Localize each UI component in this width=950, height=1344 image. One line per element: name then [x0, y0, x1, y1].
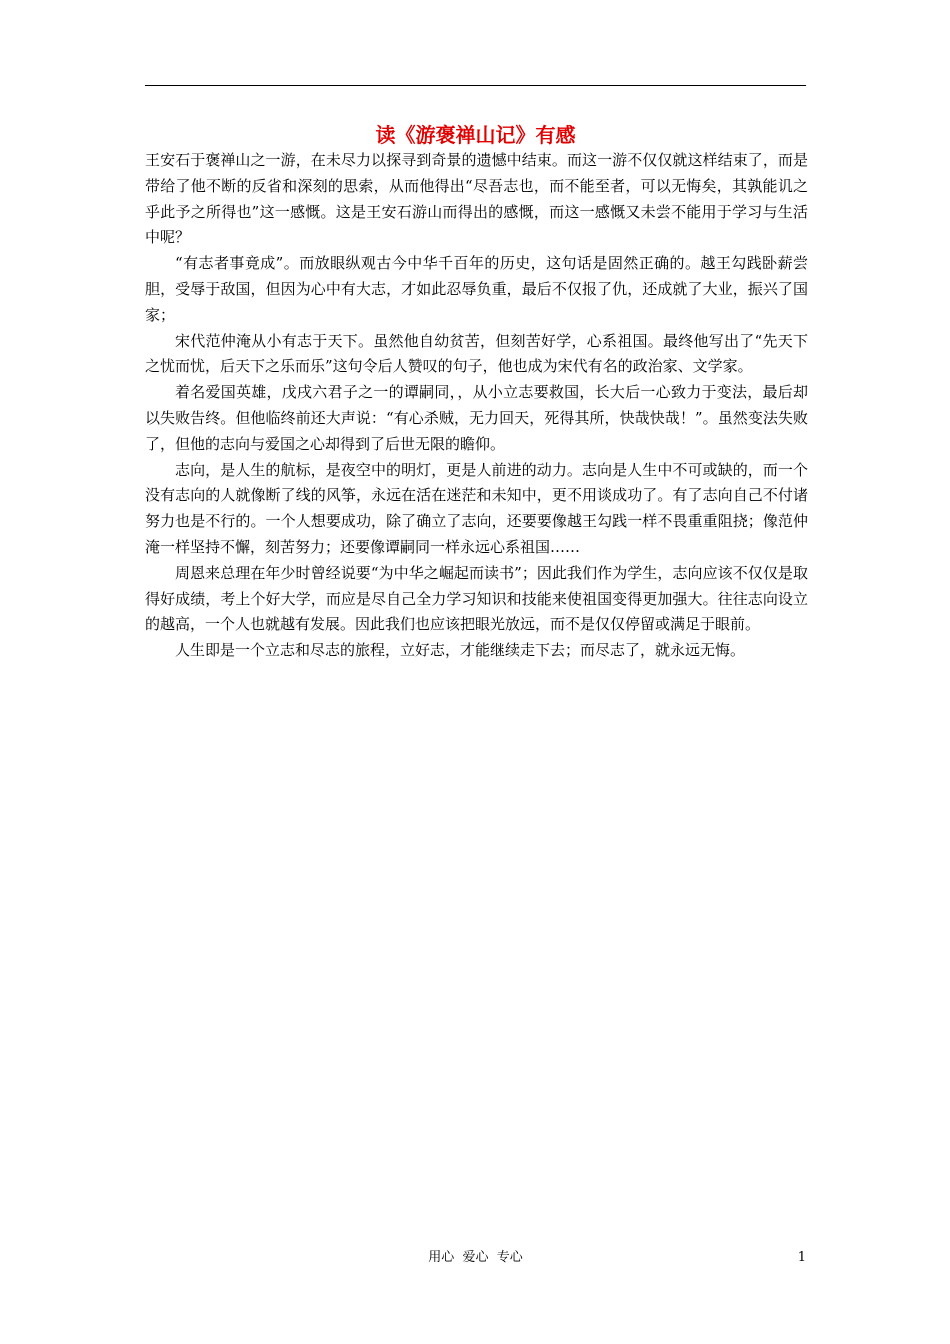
- paragraph-3: 宋代范仲淹从小有志于天下。虽然他自幼贫苦，但刻苦好学，心系祖国。最终他写出了“先天下之忧而忧，后天下之乐而乐”这句令后人赞叹的句子，他也成为宋代有名的政治家、文学家。: [145, 331, 808, 376]
- paragraph-1: 王安石于褒禅山之一游，在未尽力以探寻到奇景的遗憾中结束。而这一游不仅仅就这样结束了，而是带给了他不断的反省和深刻的思索，从而他得出“尽吾志也，而不能至者，可以无悔矣，其孰能讥之乎此予之所得也”这一感慨。这是王安石游山而得出的感慨，而这一感慨又未尝不能用于学习与生活中呢？: [145, 151, 808, 247]
- document-body: [145, 148, 808, 664]
- paragraph-6: 周恩来总理在年少时曾经说要“为中华之崛起而读书”；因此我们作为学生，志向应该不仅仅是取得好成绩，考上个好大学，而应是尽自己全力学习知识和技能来使祖国变得更加强大。往往志向设立的越高，一个人也就越有发展。因此我们也应该把眼光放远，而不是仅仅停留或满足于眼前。: [145, 563, 808, 634]
- header-rule: [145, 85, 806, 86]
- paragraph-5: 志向，是人生的航标，是夜空中的明灯，更是人前进的动力。志向是人生中不可或缺的，而一个没有志向的人就像断了线的风筝，永远在活在迷茫和未知中，更不用谈成功了。有了志向自己不付诸努力也是不行的。一个人想要成功，除了确立了志向，还要要像越王勾践一样不畏重重阻挠；像范仲淹一样坚持不懈，刻苦努力；还要像谭嗣同一样永远心系祖国……: [145, 460, 808, 556]
- document-title: 读《游褒禅山记》有感: [375, 123, 576, 147]
- paragraph-7: 人生即是一个立志和尽志的旅程，立好志，才能继续走下去；而尽志了，就永远无悔。: [175, 641, 746, 660]
- page-number: 1: [797, 1250, 806, 1265]
- paragraph-4: 着名爱国英雄，戊戌六君子之一的谭嗣同，，从小立志要救国，长大后一心致力于变法，最后却以失败告终。但他临终前还大声说：“有心杀贼，无力回天，死得其所，快哉快哉！”。虽然变法失败了，但他的志向与爱国之心却得到了后世无限的瞻仰。: [145, 383, 808, 453]
- paragraph-2: “有志者事竟成”。而放眼纵观古今中华千百年的历史，这句话是固然正确的。越王勾践卧薪尝胆，受辱于敌国，但因为心中有大志，才如此忍辱负重，最后不仅报了仇，还成就了大业，振兴了国家；: [145, 254, 808, 324]
- footer-motto: 用心 爱心 专心: [428, 1250, 523, 1265]
